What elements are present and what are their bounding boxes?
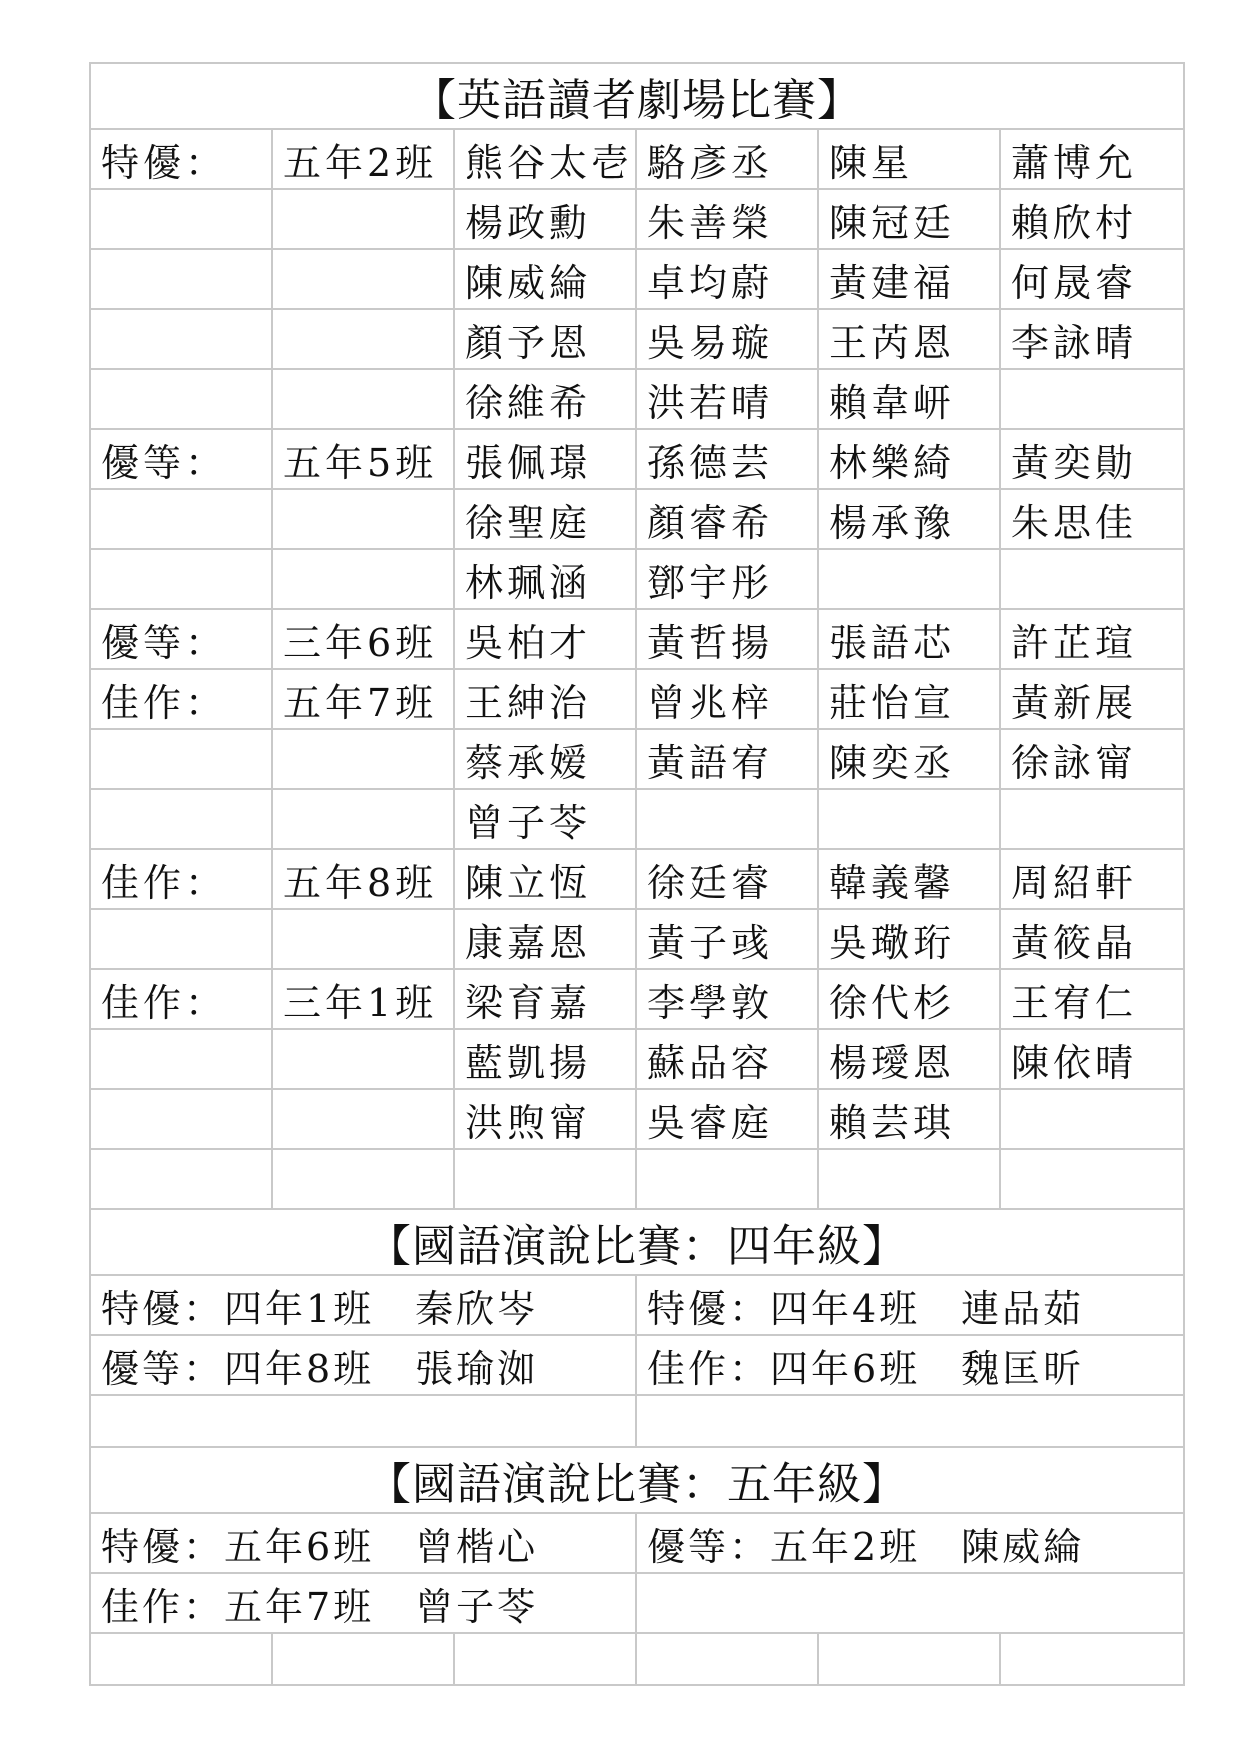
english-result-row (90, 369, 1184, 429)
student-name: 張佩璟 (454, 429, 636, 489)
english-result-row (90, 489, 1184, 549)
class-name: 五年5班 (272, 429, 454, 489)
class-name: 三年1班 (272, 969, 454, 1029)
class-name (272, 1029, 454, 1089)
student-name: 賴韋岍 (818, 369, 1000, 429)
student-name: 王宥仁 (1000, 969, 1184, 1029)
english-section-title: 【英語讀者劇場比賽】 (90, 63, 1184, 129)
student-name: 張語芯 (818, 609, 1000, 669)
student-name: 林珮涵 (454, 549, 636, 609)
speech-result: 佳作：五年7班 曾子苓 (90, 1573, 636, 1633)
section-title-row (90, 1447, 1184, 1513)
english-result-row (90, 1029, 1184, 1089)
student-name: 吳睿庭 (636, 1089, 818, 1149)
empty-cell (636, 1633, 818, 1685)
student-name: 孫德芸 (636, 429, 818, 489)
student-name: 徐詠甯 (1000, 729, 1184, 789)
empty-cell (1000, 1149, 1184, 1209)
section-title-row (90, 1209, 1184, 1275)
empty-cell (636, 1149, 818, 1209)
english-result-row (90, 249, 1184, 309)
student-name (636, 789, 818, 849)
results-table (89, 62, 1185, 1686)
award-level: 優等： (90, 429, 272, 489)
blank-row (90, 1395, 1184, 1447)
grade5-result-row (90, 1573, 1184, 1633)
student-name: 吳易璇 (636, 309, 818, 369)
student-name: 黃子彧 (636, 909, 818, 969)
student-name: 黃筱晶 (1000, 909, 1184, 969)
student-name: 熊谷太壱 (454, 129, 636, 189)
student-name: 莊怡宣 (818, 669, 1000, 729)
award-level (90, 729, 272, 789)
student-name: 曾兆梓 (636, 669, 818, 729)
english-result-row (90, 609, 1184, 669)
award-level: 佳作： (90, 969, 272, 1029)
student-name: 徐聖庭 (454, 489, 636, 549)
award-level (90, 369, 272, 429)
class-name (272, 789, 454, 849)
class-name (272, 549, 454, 609)
student-name: 李學敦 (636, 969, 818, 1029)
student-name: 黃哲揚 (636, 609, 818, 669)
student-name (1000, 1089, 1184, 1149)
speech-result: 優等：四年8班 張瑜洳 (90, 1335, 636, 1395)
student-name: 朱思佳 (1000, 489, 1184, 549)
english-result-row (90, 909, 1184, 969)
award-level: 佳作： (90, 669, 272, 729)
results-table-body (90, 63, 1184, 1685)
student-name: 藍凱揚 (454, 1029, 636, 1089)
class-name: 五年8班 (272, 849, 454, 909)
student-name: 鄧宇彤 (636, 549, 818, 609)
student-name: 陳冠廷 (818, 189, 1000, 249)
grade4-section-title: 【國語演說比賽：四年級】 (90, 1209, 1184, 1275)
class-name (272, 1089, 454, 1149)
student-name: 蘇品容 (636, 1029, 818, 1089)
english-result-row (90, 549, 1184, 609)
grade5-result-row (90, 1513, 1184, 1573)
empty-cell (818, 1633, 1000, 1685)
class-name (272, 729, 454, 789)
empty-cell (90, 1149, 272, 1209)
empty-cell (1000, 1633, 1184, 1685)
empty-cell (636, 1395, 1184, 1447)
blank-row (90, 1149, 1184, 1209)
student-name: 楊政勳 (454, 189, 636, 249)
student-name: 賴欣村 (1000, 189, 1184, 249)
student-name: 陳立恆 (454, 849, 636, 909)
grade4-result-row (90, 1275, 1184, 1335)
empty-cell (272, 1149, 454, 1209)
results-sheet (89, 62, 1183, 1686)
student-name: 顏睿希 (636, 489, 818, 549)
award-level: 特優： (90, 129, 272, 189)
english-result-row (90, 669, 1184, 729)
student-name: 王芮恩 (818, 309, 1000, 369)
blank-row (90, 1633, 1184, 1685)
english-result-row (90, 969, 1184, 1029)
empty-cell (454, 1633, 636, 1685)
student-name: 吳柏才 (454, 609, 636, 669)
class-name (272, 249, 454, 309)
student-name: 陳奕丞 (818, 729, 1000, 789)
student-name: 何晟睿 (1000, 249, 1184, 309)
award-level (90, 1029, 272, 1089)
student-name: 黃新展 (1000, 669, 1184, 729)
class-name (272, 309, 454, 369)
student-name: 洪煦甯 (454, 1089, 636, 1149)
student-name: 卓均蔚 (636, 249, 818, 309)
student-name (1000, 369, 1184, 429)
student-name: 許芷瑄 (1000, 609, 1184, 669)
award-level (90, 789, 272, 849)
speech-result: 特優：四年4班 連品茹 (636, 1275, 1184, 1335)
student-name: 曾子苓 (454, 789, 636, 849)
class-name (272, 909, 454, 969)
english-result-row (90, 129, 1184, 189)
empty-cell (454, 1149, 636, 1209)
student-name: 賴芸琪 (818, 1089, 1000, 1149)
student-name: 黃語宥 (636, 729, 818, 789)
english-result-row (90, 309, 1184, 369)
grade4-result-row (90, 1335, 1184, 1395)
class-name: 五年2班 (272, 129, 454, 189)
student-name: 楊璦恩 (818, 1029, 1000, 1089)
award-level: 佳作： (90, 849, 272, 909)
award-level: 優等： (90, 609, 272, 669)
class-name: 三年6班 (272, 609, 454, 669)
section-title-row (90, 63, 1184, 129)
empty-cell (818, 1149, 1000, 1209)
student-name: 徐代杉 (818, 969, 1000, 1029)
student-name: 黃奕勛 (1000, 429, 1184, 489)
english-result-row (90, 789, 1184, 849)
student-name: 林樂綺 (818, 429, 1000, 489)
english-result-row (90, 1089, 1184, 1149)
student-name: 王紳治 (454, 669, 636, 729)
class-name (272, 489, 454, 549)
student-name: 吳璥珩 (818, 909, 1000, 969)
award-level (90, 1089, 272, 1149)
class-name (272, 189, 454, 249)
student-name: 陳威綸 (454, 249, 636, 309)
grade5-section-title: 【國語演說比賽：五年級】 (90, 1447, 1184, 1513)
student-name: 朱善榮 (636, 189, 818, 249)
empty-cell (90, 1395, 636, 1447)
award-level (90, 489, 272, 549)
award-level (90, 249, 272, 309)
student-name: 蔡承嫒 (454, 729, 636, 789)
award-level (90, 309, 272, 369)
speech-result: 特優：四年1班 秦欣岑 (90, 1275, 636, 1335)
student-name: 黃建福 (818, 249, 1000, 309)
award-level (90, 549, 272, 609)
student-name: 陳依晴 (1000, 1029, 1184, 1089)
student-name: 韓義馨 (818, 849, 1000, 909)
student-name: 陳星 (818, 129, 1000, 189)
speech-result: 優等：五年2班 陳威綸 (636, 1513, 1184, 1573)
student-name: 蕭博允 (1000, 129, 1184, 189)
student-name: 洪若晴 (636, 369, 818, 429)
empty-cell (272, 1633, 454, 1685)
award-level (90, 189, 272, 249)
student-name (1000, 789, 1184, 849)
student-name (1000, 549, 1184, 609)
class-name: 五年7班 (272, 669, 454, 729)
student-name: 周紹軒 (1000, 849, 1184, 909)
student-name: 徐維希 (454, 369, 636, 429)
english-result-row (90, 429, 1184, 489)
award-level (90, 909, 272, 969)
student-name (818, 789, 1000, 849)
english-result-row (90, 189, 1184, 249)
student-name: 顏予恩 (454, 309, 636, 369)
student-name: 徐廷睿 (636, 849, 818, 909)
speech-result (636, 1573, 1184, 1633)
student-name: 梁育嘉 (454, 969, 636, 1029)
english-result-row (90, 849, 1184, 909)
student-name (818, 549, 1000, 609)
student-name: 楊承豫 (818, 489, 1000, 549)
speech-result: 特優：五年6班 曾楷心 (90, 1513, 636, 1573)
student-name: 李詠晴 (1000, 309, 1184, 369)
english-result-row (90, 729, 1184, 789)
student-name: 駱彥丞 (636, 129, 818, 189)
class-name (272, 369, 454, 429)
empty-cell (90, 1633, 272, 1685)
student-name: 康嘉恩 (454, 909, 636, 969)
speech-result: 佳作：四年6班 魏匡昕 (636, 1335, 1184, 1395)
